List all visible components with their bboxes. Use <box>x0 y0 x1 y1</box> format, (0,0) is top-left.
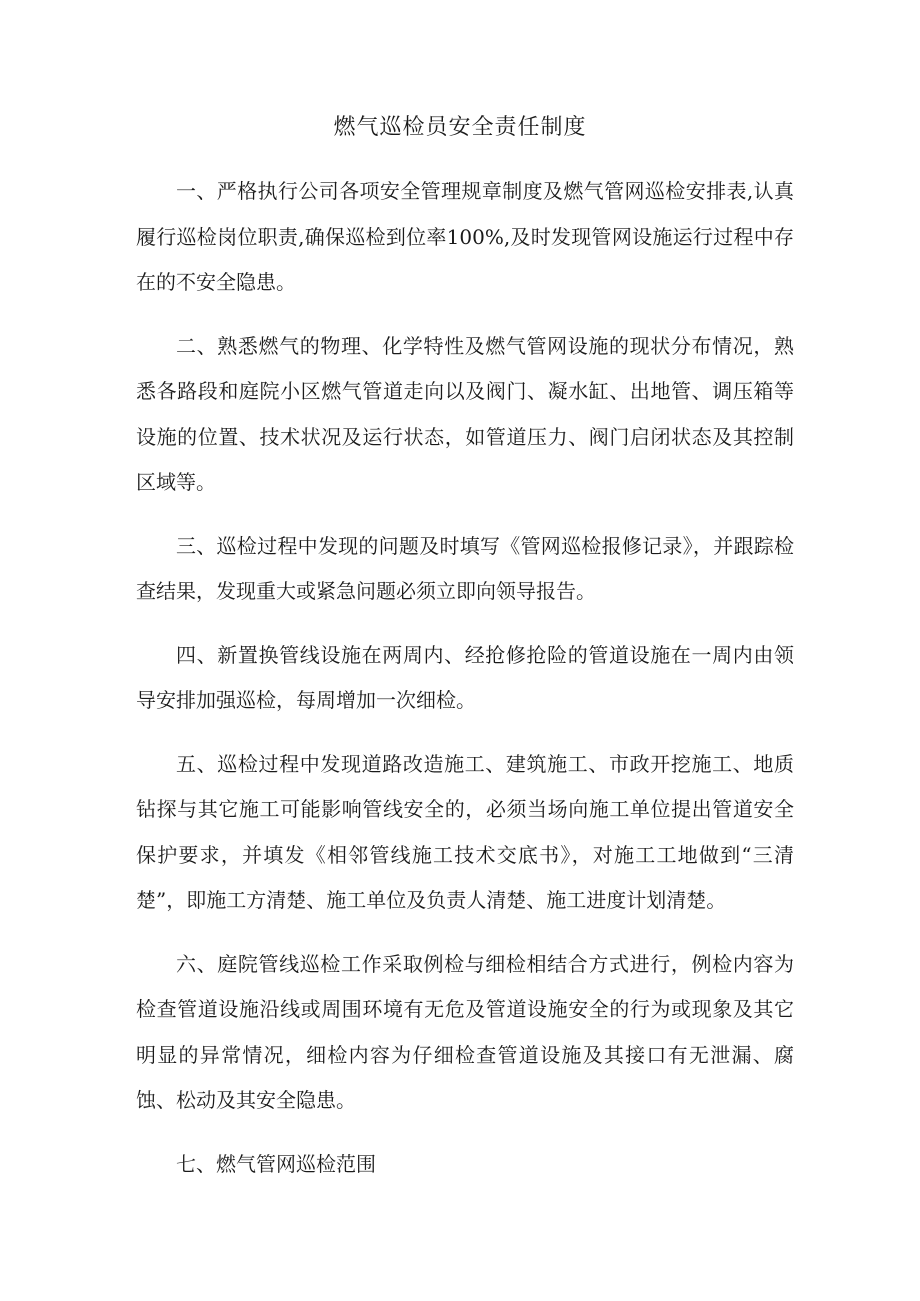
paragraph-4: 四、新置换管线设施在两周内、经抢修抢险的管道设施在一周内由领导安排加强巡检，每周增加一次细检。 <box>136 642 794 712</box>
paragraph-3: 三、巡检过程中发现的问题及时填写《管网巡检报修记录》，并跟踪检查结果，发现重大或紧急问题必须立即向领导报告。 <box>136 533 794 603</box>
paragraph-6: 六、庭院管线巡检工作采取例检与细检相结合方式进行，例检内容为检查管道设施沿线或周围环境有无危及管道设施安全的行为或现象及其它明显的异常情况，细检内容为仔细检查管道设施及其接口有无泄漏、腐蚀、松动及其安全隐患。 <box>136 951 794 1112</box>
paragraph-5: 五、巡检过程中发现道路改造施工、建筑施工、市政开挖施工、地质钻探与其它施工可能影响管线安全的，必须当场向施工单位提出管道安全保护要求，并填发《相邻管线施工技术交底书》，对施工工地做到“三清楚”，即施工方清楚、施工单位及负责人清楚、施工进度计划清楚。 <box>136 751 794 912</box>
document-title: 燃气巡检员安全责任制度 <box>333 115 587 140</box>
paragraph-1: 一、严格执行公司各项安全管理规章制度及燃气管网巡检安排表,认真履行巡检岗位职责,确保巡检到位率100%,及时发现管网设施运行过程中存在的不安全隐患。 <box>136 179 794 294</box>
paragraph-7: 七、燃气管网巡检范围 <box>176 1151 376 1176</box>
paragraph-2: 二、熟悉燃气的物理、化学特性及燃气管网设施的现状分布情况，熟悉各路段和庭院小区燃气管道走向以及阀门、凝水缸、出地管、调压箱等设施的位置、技术状况及运行状态，如管道压力、阀门启闭状态及其控制区域等。 <box>136 333 794 494</box>
document-body <box>136 169 794 1205</box>
